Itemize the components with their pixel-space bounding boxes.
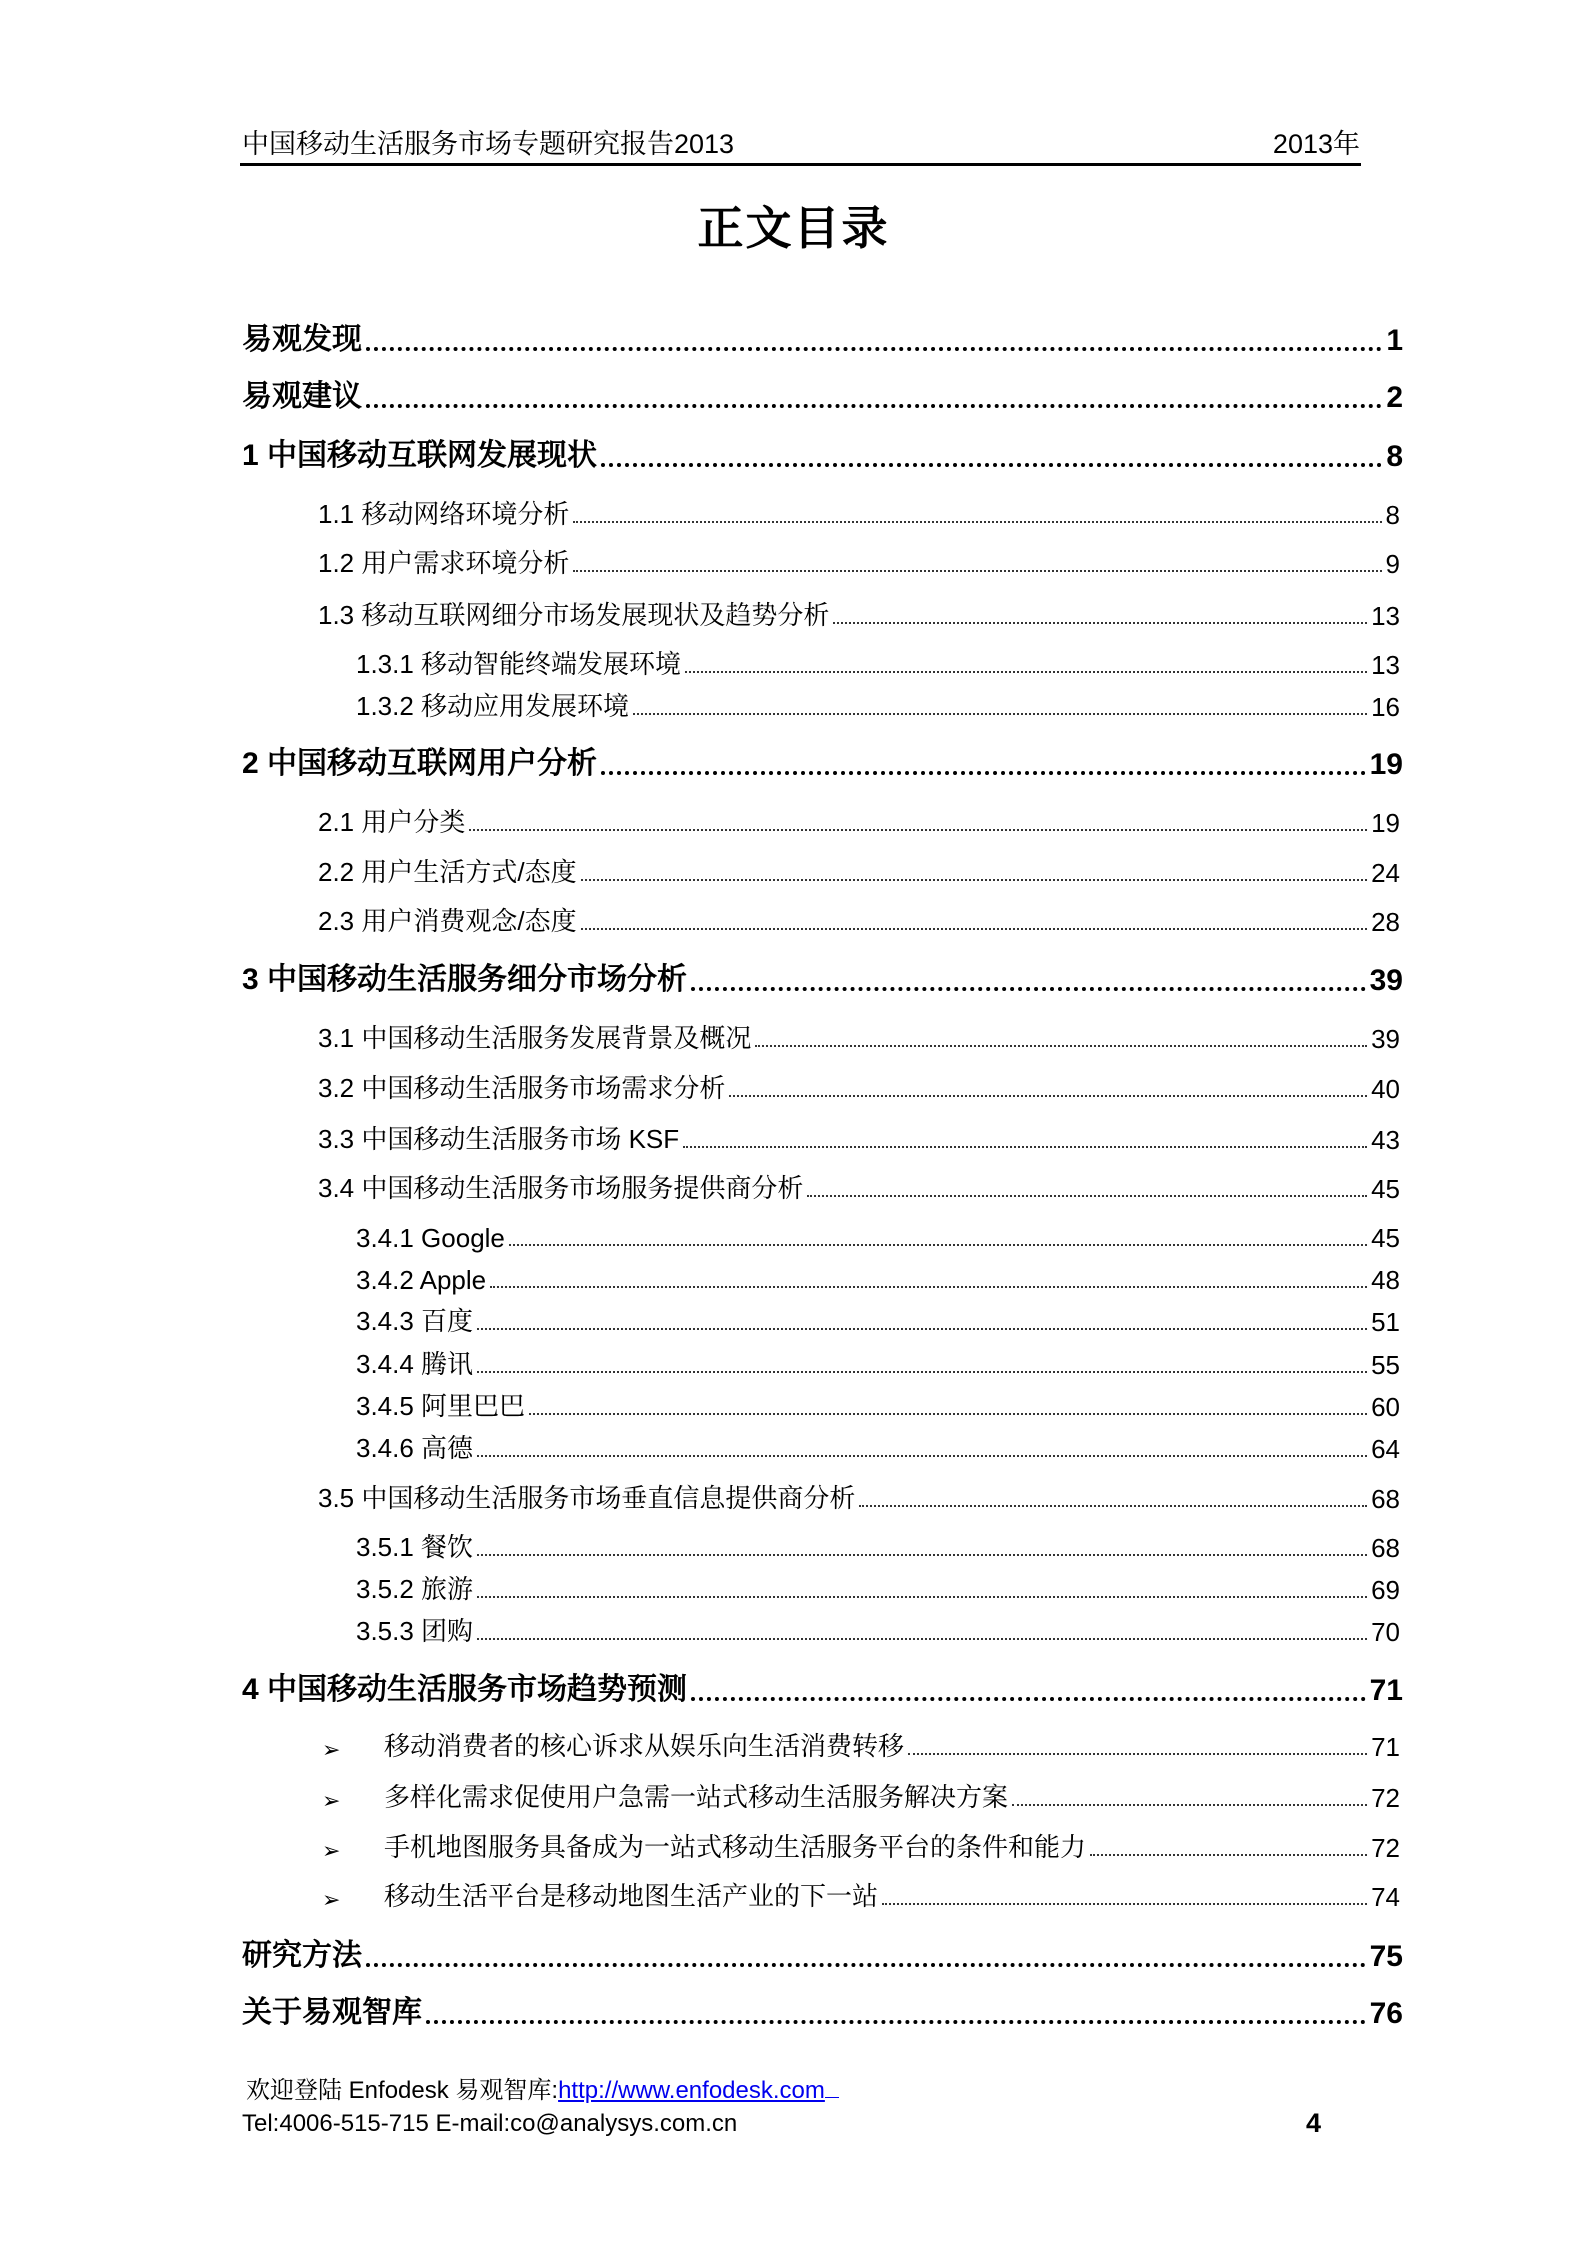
toc-entry[interactable]: [242, 958, 1403, 998]
toc-entry-label: 1 中国移动互联网发展现状: [242, 439, 598, 472]
dot-leader: [581, 927, 1367, 930]
toc-entry[interactable]: [356, 1528, 1400, 1564]
toc-entry-page: 8: [1386, 440, 1403, 473]
toc-entry[interactable]: [356, 1612, 1400, 1648]
toc-entry[interactable]: [356, 1387, 1400, 1423]
toc-entry-page: 45: [1371, 1223, 1400, 1253]
toc-entry[interactable]: [356, 1570, 1400, 1606]
toc-entry-label: 3.4.1 Google: [356, 1223, 505, 1253]
dot-leader: [469, 828, 1367, 831]
dot-leader: [882, 1902, 1367, 1905]
dot-leader: [683, 1145, 1367, 1148]
toc-entry[interactable]: [318, 544, 1400, 580]
dot-leader: [477, 1327, 1367, 1330]
dot-leader: [477, 1370, 1367, 1373]
toc-entry-label: 3 中国移动生活服务细分市场分析: [242, 963, 688, 996]
toc-entry-label: 1.2 用户需求环境分析: [318, 548, 570, 578]
toc-entry-label: 3.4.4 腾讯: [356, 1349, 474, 1379]
dot-leader: [601, 462, 1382, 467]
toc-entry-label: 3.4.3 百度: [356, 1306, 474, 1336]
toc-entry-label: 3.2 中国移动生活服务市场需求分析: [318, 1073, 726, 1103]
dot-leader: [477, 1454, 1367, 1457]
toc-entry[interactable]: [356, 1345, 1400, 1381]
dot-leader: [581, 878, 1367, 881]
toc-entry-label: 3.1 中国移动生活服务发展背景及概况: [318, 1023, 752, 1053]
toc-entry-label: 关于易观智库: [242, 1996, 422, 2029]
dot-leader: [573, 520, 1381, 523]
dot-leader: [490, 1285, 1367, 1288]
toc-entry-page: 70: [1371, 1617, 1400, 1647]
toc-entry[interactable]: [356, 645, 1400, 681]
arrow-bullet-icon: ➢: [322, 1887, 341, 1912]
report-year: 2013年: [1272, 129, 1360, 159]
toc-entry-label: 2.1 用户分类: [318, 807, 466, 837]
dot-leader: [529, 1412, 1367, 1415]
toc-entry-page: 24: [1371, 858, 1400, 888]
dot-leader: [1012, 1803, 1367, 1806]
toc-entry-page: 68: [1371, 1533, 1400, 1563]
toc-entry-label: 3.4 中国移动生活服务市场服务提供商分析: [318, 1173, 804, 1203]
toc-entry[interactable]: [322, 1877, 1400, 1913]
toc-entry-page: 8: [1385, 500, 1400, 530]
toc-entry-label: 3.4.6 高德: [356, 1433, 474, 1463]
toc-entry[interactable]: [322, 1828, 1400, 1864]
arrow-bullet-icon: ➢: [322, 1838, 341, 1863]
toc-entry-label: 1.3.2 移动应用发展环境: [356, 691, 630, 721]
toc-entry-page: 39: [1369, 964, 1403, 997]
toc-entry-label: 3.4.5 阿里巴巴: [356, 1391, 526, 1421]
toc-entry-page: 64: [1371, 1434, 1400, 1464]
toc-entry-page: 72: [1371, 1783, 1400, 1813]
toc-entry-label: 3.5.3 团购: [356, 1616, 474, 1646]
toc-entry-label: 易观发现: [242, 323, 362, 356]
toc-entry[interactable]: [318, 803, 1400, 839]
dot-leader: [691, 986, 1366, 991]
dot-leader: [366, 1962, 1366, 1967]
toc-entry-label: 1.1 移动网络环境分析: [318, 499, 570, 529]
toc-entry-page: 45: [1371, 1174, 1400, 1204]
dot-leader: [601, 770, 1366, 775]
dot-leader: [908, 1752, 1367, 1755]
toc-entry-label: 1.3 移动互联网细分市场发展现状及趋势分析: [318, 600, 830, 630]
toc-entry[interactable]: [356, 1260, 1400, 1296]
toc-entry-page: 39: [1371, 1024, 1400, 1054]
toc-entry[interactable]: [242, 742, 1403, 782]
toc-entry-page: 76: [1369, 1997, 1403, 2030]
toc-entry-page: 69: [1371, 1575, 1400, 1605]
dot-leader: [1090, 1853, 1367, 1856]
dot-leader: [509, 1243, 1367, 1246]
toc-entry[interactable]: [322, 1727, 1400, 1763]
toc-entry[interactable]: [318, 1069, 1400, 1105]
toc-entry[interactable]: [242, 434, 1403, 474]
dot-leader: [833, 621, 1367, 624]
toc-entry[interactable]: [242, 318, 1403, 358]
toc-entry-page: 51: [1371, 1307, 1400, 1337]
dot-leader: [366, 346, 1382, 351]
toc-entry-page: 1: [1386, 324, 1403, 357]
toc-entry-label: 3.5 中国移动生活服务市场垂直信息提供商分析: [318, 1483, 856, 1513]
dot-leader: [691, 1696, 1366, 1701]
toc-entry-page: 68: [1371, 1484, 1400, 1514]
header-divider: [240, 163, 1361, 166]
arrow-bullet-icon: ➢: [322, 1737, 341, 1762]
toc-entry[interactable]: [242, 1668, 1403, 1708]
footer-welcome: [246, 2070, 839, 2105]
toc-entry-label: 2.3 用户消费观念/态度: [318, 906, 577, 936]
dot-leader: [426, 2019, 1366, 2024]
dot-leader: [477, 1553, 1367, 1556]
dot-leader: [685, 670, 1367, 673]
toc-entry[interactable]: [242, 375, 1403, 415]
toc-entry-page: 13: [1371, 650, 1400, 680]
toc-entry[interactable]: [356, 687, 1400, 723]
toc-entry-page: 75: [1369, 1940, 1403, 1973]
dot-leader: [755, 1044, 1367, 1047]
toc-entry[interactable]: [318, 1479, 1400, 1515]
dot-leader: [366, 403, 1382, 408]
toc-entry-page: 2: [1386, 381, 1403, 414]
toc-entry-label: 研究方法: [242, 1939, 362, 1972]
dot-leader: [807, 1194, 1367, 1197]
toc-entry[interactable]: [318, 1019, 1400, 1055]
dot-leader: [729, 1094, 1367, 1097]
dot-leader: [477, 1595, 1367, 1598]
toc-entry-label: 3.4.2 Apple: [356, 1265, 487, 1295]
toc-entry-page: 48: [1371, 1265, 1400, 1295]
toc-entry-label: 易观建议: [242, 380, 362, 413]
dot-leader: [633, 712, 1367, 715]
toc-entry-page: 71: [1369, 1674, 1403, 1707]
footer-contact: Tel:4006-515-715 E-mail:co@analysys.com.cn: [242, 2110, 738, 2137]
toc-entry-label: 2 中国移动互联网用户分析: [242, 747, 598, 780]
toc-entry[interactable]: [356, 1302, 1400, 1338]
toc-entry-page: 9: [1385, 549, 1400, 579]
toc-entry-page: 19: [1371, 808, 1400, 838]
toc-entry-label: 1.3.1 移动智能终端发展环境: [356, 649, 682, 679]
toc-entry-label: 移动生活平台是移动地图生活产业的下一站: [384, 1881, 879, 1911]
toc-entry-label: 3.5.1 餐饮: [356, 1532, 474, 1562]
toc-entry[interactable]: [356, 1429, 1400, 1465]
toc-entry-page: 55: [1371, 1350, 1400, 1380]
toc-entry[interactable]: [356, 1218, 1400, 1254]
report-title: 中国移动生活服务市场专题研究报告2013: [242, 129, 735, 159]
toc-entry[interactable]: [318, 902, 1400, 938]
toc-entry[interactable]: [318, 596, 1400, 632]
toc-entry[interactable]: [318, 853, 1400, 889]
toc-entry-label: 手机地图服务具备成为一站式移动生活服务平台的条件和能力: [384, 1832, 1087, 1862]
toc-entry-page: 71: [1371, 1732, 1400, 1762]
toc-entry-label: 3.5.2 旅游: [356, 1574, 474, 1604]
toc-entry-page: 60: [1371, 1392, 1400, 1422]
dot-leader: [859, 1504, 1367, 1507]
toc-entry-page: 43: [1371, 1125, 1400, 1155]
page-number: 4: [1306, 2108, 1322, 2138]
toc-entry-page: 19: [1369, 748, 1403, 781]
toc-entry[interactable]: [318, 1169, 1400, 1205]
toc-entry-label: 多样化需求促使用户急需一站式移动生活服务解决方案: [384, 1782, 1009, 1812]
link-underline-pad: [825, 2097, 839, 2098]
toc-entry-page: 72: [1371, 1833, 1400, 1863]
toc-entry-page: 28: [1371, 907, 1400, 937]
toc-entry[interactable]: [318, 1120, 1400, 1156]
enfodesk-link[interactable]: http://www.enfodesk.com: [558, 2077, 825, 2104]
dot-leader: [477, 1637, 1367, 1640]
toc-entry-label: 2.2 用户生活方式/态度: [318, 857, 577, 887]
toc-entry-label: 移动消费者的核心诉求从娱乐向生活消费转移: [384, 1731, 905, 1761]
dot-leader: [573, 569, 1381, 572]
page-title: 正文目录: [697, 201, 890, 255]
toc-entry-page: 16: [1371, 692, 1400, 722]
toc-entry-page: 13: [1371, 601, 1400, 631]
toc-entry-label: 3.3 中国移动生活服务市场 KSF: [318, 1124, 680, 1154]
footer-welcome-text: 欢迎登陆 Enfodesk 易观智库:: [246, 2077, 559, 2104]
toc-entry-page: 74: [1371, 1882, 1400, 1912]
toc-entry[interactable]: [322, 1778, 1400, 1814]
toc-entry-label: 4 中国移动生活服务市场趋势预测: [242, 1673, 688, 1706]
toc-entry[interactable]: [242, 1934, 1403, 1974]
toc-entry-page: 40: [1371, 1074, 1400, 1104]
arrow-bullet-icon: ➢: [322, 1788, 341, 1813]
toc-entry[interactable]: [318, 495, 1400, 531]
toc-entry[interactable]: [242, 1991, 1403, 2031]
